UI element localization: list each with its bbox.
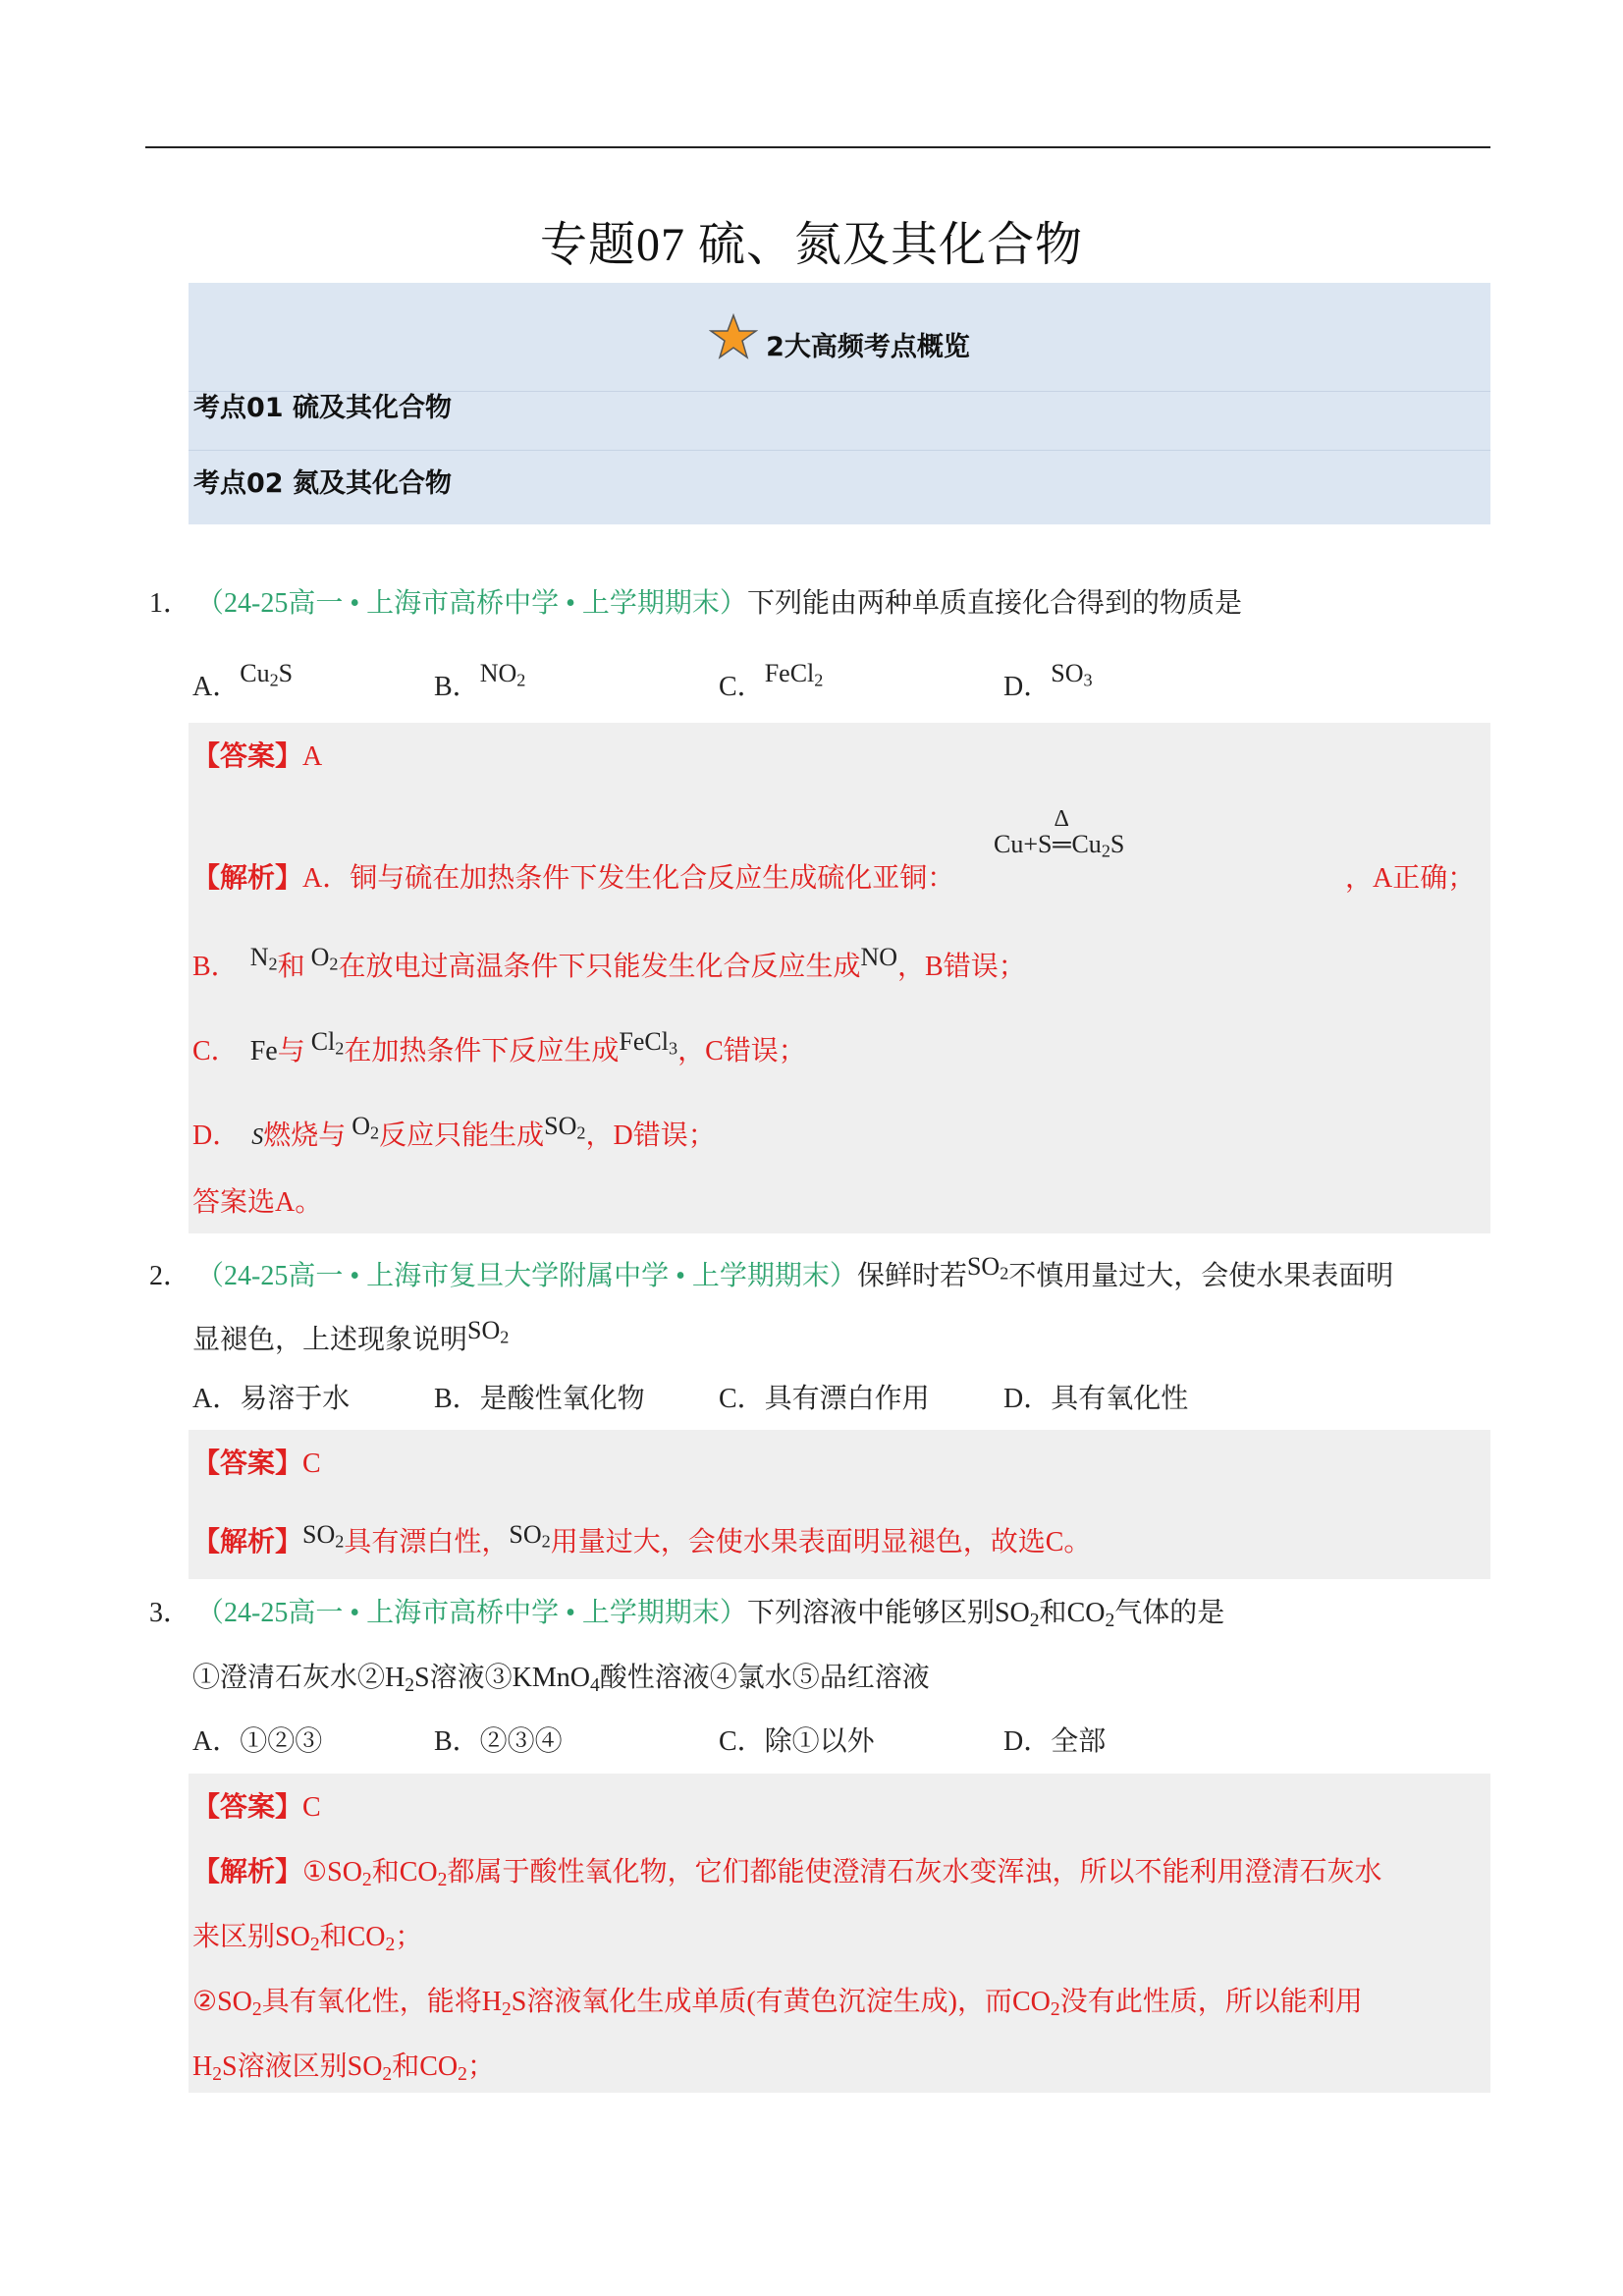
analysis-b — [192, 943, 1026, 985]
formula-co2: $CO_2$ — [1011, 1987, 1060, 2020]
analysis-c-mid: 与 — [277, 1036, 305, 1066]
formula-no: NO — [860, 943, 898, 971]
option-b — [434, 659, 526, 705]
option-a — [192, 659, 294, 705]
analysis-d-prefix: D． — [192, 1121, 241, 1151]
option-b: B．②③④ — [434, 1726, 563, 1757]
formula-co2: $CO_2$ — [419, 2051, 467, 2085]
analysis-2-b: 具有氧化性，能将 — [261, 1987, 482, 2017]
formula-co2: $CO_2$ — [1066, 1598, 1115, 1631]
option-c: C．除①以外 — [719, 1726, 875, 1757]
formula-h2s: $H_2S$ — [192, 2051, 238, 2085]
analysis-a-end: ，A正确； — [1345, 863, 1476, 894]
question-text: 下列能由两种单质直接化合得到的物质是 — [746, 588, 1242, 619]
question-text-b: 和 — [1039, 1598, 1067, 1628]
analysis-b-end: ，B错误； — [897, 952, 1026, 982]
question-3-solutions — [192, 1662, 930, 1697]
solutions-text-2: 溶液③ — [429, 1663, 513, 1693]
overview-box — [189, 283, 1490, 524]
analysis-c-fe: Fe — [249, 1036, 278, 1066]
formula-cl2: $Cl_2$ — [310, 1027, 345, 1059]
formula-co2: $CO_2$ — [399, 1857, 448, 1890]
formula-o2: $O_2$ — [310, 943, 339, 974]
analysis-d-s: S — [251, 1124, 264, 1150]
option-label: B． — [434, 672, 480, 702]
answer-label: 【答案】 — [192, 1449, 303, 1479]
analysis-2-a: ② — [192, 1987, 218, 2017]
equation-cu-s: Cu+S Δ $═Cu_2S$ — [994, 806, 1125, 861]
overview-heading-text: 2大高频考点概览 — [766, 332, 970, 362]
answer-line — [192, 1791, 321, 1825]
formula-so2: $SO_2$ — [302, 1520, 345, 1552]
question-text-b: 不慎用量过大，会使水果表面明 — [1008, 1261, 1394, 1291]
analysis-d-end: ，D错误； — [585, 1121, 716, 1151]
question-3-stem — [149, 1597, 1224, 1632]
answer-line — [192, 740, 322, 774]
answer-conclusion: 答案选A。 — [192, 1187, 323, 1218]
question-number: 2． — [149, 1261, 191, 1291]
question-number: 1． — [149, 588, 191, 619]
analysis-2-d: 没有此性质，所以能利用 — [1059, 1987, 1363, 2017]
analysis-2-f: 和 — [392, 2051, 420, 2082]
analysis-c-prefix: C． — [192, 1036, 239, 1066]
analysis-2-c: 溶液氧化生成单质(有黄色沉淀生成)，而 — [526, 1987, 1012, 2017]
solutions-text-3: 酸性溶液④氯水⑤品红溶液 — [599, 1663, 930, 1693]
analysis-text-b: 用量过大，会使水果表面明显褪色，故选C。 — [550, 1527, 1092, 1558]
formula-co2: $CO_2$ — [347, 1922, 396, 1955]
formula-so2: $SO_2$ — [275, 1922, 320, 1955]
analysis-d — [192, 1112, 716, 1154]
analysis-text-a: 具有漂白性， — [344, 1527, 510, 1558]
analysis-1-f: ； — [395, 1922, 423, 1952]
answer-box-2 — [189, 1430, 1490, 1579]
page-title: 专题07 硫、氮及其化合物 — [539, 219, 1083, 271]
analysis-a — [192, 862, 954, 896]
question-source: （24-25高一 • 上海市高桥中学 • 上学期期末） — [196, 1598, 747, 1628]
formula-so2: $SO_2$ — [347, 2051, 393, 2085]
option-d — [1003, 659, 1093, 705]
formula-so2: $SO_2$ — [966, 1252, 1009, 1284]
option-a: A．易溶于水 — [192, 1384, 351, 1414]
formula-so2: $SO_2$ — [544, 1112, 586, 1143]
analysis-d-mid: 燃烧与 — [263, 1121, 347, 1151]
analysis-label: 【解析】 — [192, 1857, 303, 1887]
question-2-stem-cont — [192, 1316, 510, 1358]
question-text-a: 保鲜时若 — [856, 1261, 967, 1291]
formula-so3: $SO_3$ — [1051, 659, 1093, 690]
question-text-c: 气体的是 — [1114, 1598, 1225, 1628]
analysis-b-mid: 和 — [277, 952, 305, 982]
formula-o2: $O_2$ — [352, 1112, 380, 1143]
solutions-text-1: ①澄清石灰水② — [192, 1663, 386, 1693]
analysis-2-cont — [192, 2050, 495, 2086]
question-number: 3． — [149, 1598, 191, 1628]
answer-box-3 — [189, 1774, 1490, 2093]
option-c: C．具有漂白作用 — [719, 1384, 930, 1414]
question-source: （24-25高一 • 上海市高桥中学 • 上学期期末） — [196, 588, 747, 619]
answer-box-1 — [189, 723, 1490, 1233]
option-label: A． — [192, 672, 241, 702]
analysis-2 — [192, 1986, 1363, 2021]
analysis-b-text: 在放电过高温条件下只能发生化合反应生成 — [338, 952, 861, 982]
formula-no2: $NO_2$ — [479, 659, 526, 690]
answer-value: A — [302, 741, 323, 772]
analysis-2-e: 溶液区别 — [237, 2051, 348, 2082]
question-1-stem — [149, 587, 1242, 621]
analysis — [192, 1520, 1092, 1560]
answer-line — [192, 1448, 321, 1481]
analysis-1-b: 和 — [371, 1857, 400, 1887]
analysis-d-text: 反应只能生成 — [379, 1121, 545, 1151]
formula-h2s: $H_2S$ — [385, 1663, 430, 1696]
formula-h2s: $H_2S$ — [481, 1987, 527, 2020]
option-d: D．全部 — [1003, 1726, 1107, 1757]
star-icon — [709, 312, 758, 361]
option-label: C． — [719, 672, 765, 702]
analysis-1-a: ① — [302, 1857, 328, 1887]
question-2-stem — [149, 1252, 1394, 1294]
answer-label: 【答案】 — [192, 1792, 303, 1823]
formula-so2: $SO_2$ — [509, 1520, 551, 1552]
analysis-label: 【解析】 — [192, 863, 303, 894]
formula-so2: $SO_2$ — [327, 1857, 372, 1890]
analysis-a-text: A．铜与硫在加热条件下发生化合反应生成硫化亚铜： — [302, 863, 955, 894]
analysis-1 — [192, 1856, 1381, 1891]
analysis-1-d: 来区别 — [192, 1922, 276, 1952]
question-source: （24-25高一 • 上海市复旦大学附属中学 • 上学期期末） — [196, 1261, 857, 1291]
overview-item-1: 考点01 硫及其化合物 — [193, 393, 452, 423]
analysis-b-prefix: B． — [192, 952, 239, 982]
formula-fecl3: FeCl$_3$ — [619, 1027, 678, 1059]
header-rule — [145, 146, 1490, 148]
option-c — [719, 659, 824, 705]
question-text-a: 下列溶液中能够区别 — [746, 1598, 995, 1628]
option-d: D．具有氧化性 — [1003, 1384, 1189, 1414]
analysis-c-text: 在加热条件下反应生成 — [344, 1036, 620, 1066]
analysis-c — [192, 1027, 806, 1069]
formula-cu2s: $Cu_2S$ — [240, 659, 294, 690]
question-text-c: 显褪色，上述现象说明 — [192, 1325, 468, 1355]
analysis-1-c: 都属于酸性氧化物，它们都能使澄清石灰水变浑浊，所以不能利用澄清石灰水 — [447, 1857, 1382, 1887]
analysis-1-cont — [192, 1921, 422, 1956]
formula-fecl2: FeCl$_2$ — [764, 659, 824, 690]
option-a: A．①②③ — [192, 1726, 323, 1757]
formula-n2: $N_2$ — [249, 943, 278, 974]
answer-value: C — [302, 1792, 321, 1823]
option-label: D． — [1003, 672, 1052, 702]
overview-heading — [189, 312, 1490, 363]
analysis-c-end: ，C错误； — [677, 1036, 806, 1066]
divider — [189, 450, 1490, 451]
formula-kmno4: KMnO$_4$ — [512, 1663, 600, 1696]
answer-label: 【答案】 — [192, 741, 303, 772]
analysis-2-g: ； — [466, 2051, 495, 2082]
overview-item-2: 考点02 氮及其化合物 — [193, 468, 452, 499]
option-b: B．是酸性氧化物 — [434, 1384, 645, 1414]
formula-so2: $SO_2$ — [217, 1987, 262, 2020]
formula-so2: $SO_2$ — [994, 1598, 1040, 1631]
answer-value: C — [302, 1449, 321, 1479]
formula-so2: $SO_2$ — [467, 1316, 510, 1347]
analysis-label: 【解析】 — [192, 1527, 303, 1558]
analysis-1-e: 和 — [319, 1922, 348, 1952]
